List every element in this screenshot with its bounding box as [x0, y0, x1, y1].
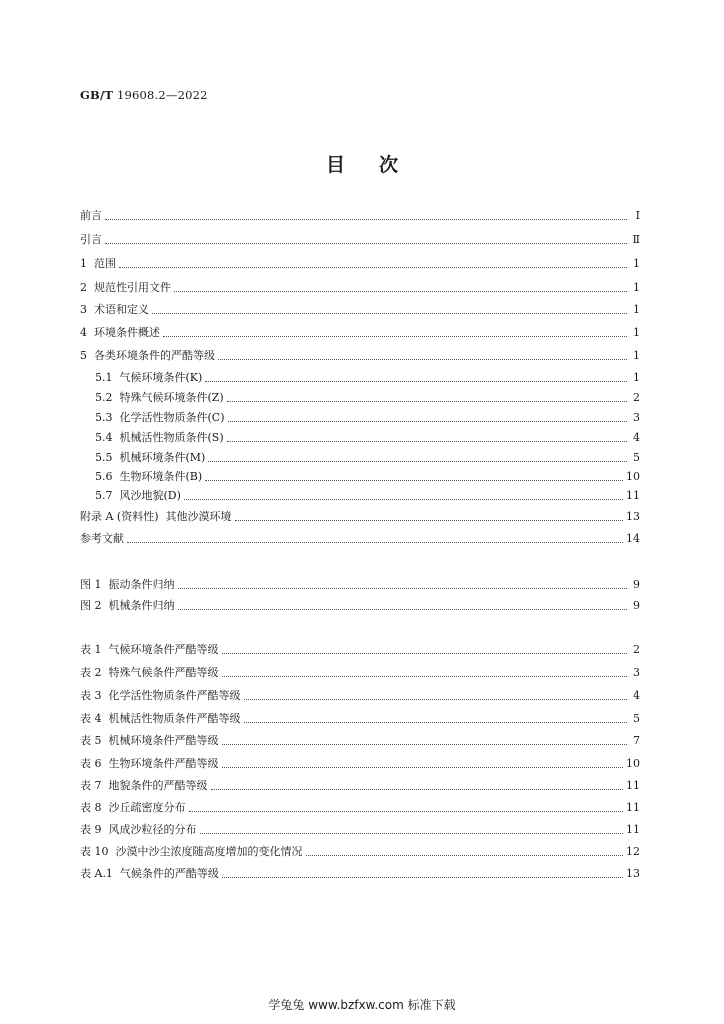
entry-page-number: 10: [626, 470, 640, 483]
entry-label: 表 2 特殊气候条件严酷等级: [80, 666, 219, 679]
entry-page-number: 1: [633, 303, 640, 316]
table-list-entry: [80, 688, 640, 704]
page-title: 目次: [325, 154, 432, 176]
entry-label: 表 6 生物环境条件严酷等级: [80, 757, 219, 770]
entry-page-number: 13: [626, 867, 640, 880]
toc-entry: [80, 256, 640, 272]
entry-label: 5.3 化学活性物质条件(C): [95, 411, 225, 424]
dot-leader: [127, 541, 623, 543]
toc-entry: [95, 430, 640, 446]
toc-entry: [95, 390, 640, 406]
dot-leader: [205, 380, 627, 382]
entry-label: 参考文献: [80, 532, 124, 545]
dot-leader: [152, 312, 627, 314]
entry-page-number: 1: [633, 281, 640, 294]
toc-entry: [95, 450, 640, 466]
entry-page-number: 1: [633, 257, 640, 270]
dot-leader: [119, 266, 627, 268]
entry-page-number: 14: [626, 532, 640, 545]
entry-page-number: 5: [633, 451, 640, 464]
std-code-number: 19608.2—2022: [116, 88, 208, 102]
entry-page-number: 11: [626, 779, 640, 792]
table-list-entry: [80, 733, 640, 749]
entry-label: 表 1 气候环境条件严酷等级: [80, 643, 219, 656]
entry-page-number: 11: [626, 489, 640, 502]
entry-label: 5.7 风沙地貌(D): [95, 489, 181, 502]
dot-leader: [163, 335, 627, 337]
toc-entry: [80, 208, 640, 224]
entry-label: 5.6 生物环境条件(B): [95, 470, 203, 483]
table-list-entry: [80, 866, 640, 882]
entry-page-number: 1: [633, 371, 640, 384]
entry-label: 表 10 沙漠中沙尘浓度随高度增加的变化情况: [80, 845, 303, 858]
entry-label: 5.4 机械活性物质条件(S): [95, 431, 224, 444]
entry-page-number: 9: [633, 599, 640, 612]
entry-label: 表 7 地貌条件的严酷等级: [80, 779, 208, 792]
toc-entry: [95, 469, 640, 485]
dot-leader: [227, 400, 627, 402]
entry-page-number: 7: [633, 734, 640, 747]
toc-entry: [80, 348, 640, 364]
entry-label: 5 各类环境条件的严酷等级: [80, 349, 215, 362]
entry-label: 表 4 机械活性物质条件严酷等级: [80, 712, 241, 725]
entry-page-number: 11: [626, 823, 640, 836]
entry-label: 3 术语和定义: [80, 303, 149, 316]
toc-entry: [80, 232, 640, 248]
footer-watermark: 学兔兔 www.bzfxw.com 标准下载: [268, 998, 456, 1012]
dot-leader: [178, 587, 628, 589]
entry-page-number: 5: [633, 712, 640, 725]
toc-entry: [80, 325, 640, 341]
dot-leader: [222, 766, 624, 768]
figure-list-entry: [80, 577, 640, 593]
entry-label: 图 1 振动条件归纳: [80, 578, 175, 591]
table-list-entry: [80, 665, 640, 681]
dot-leader: [222, 675, 628, 677]
dot-leader: [189, 810, 624, 812]
entry-label: 附录 A (资料性) 其他沙漠环境: [80, 510, 232, 523]
entry-label: 5.2 特殊气候环境条件(Z): [95, 391, 224, 404]
entry-page-number: 4: [633, 431, 640, 444]
table-list-entry: [80, 756, 640, 772]
dot-leader: [208, 460, 627, 462]
entry-label: 表 3 化学活性物质条件严酷等级: [80, 689, 241, 702]
entry-label: 表 8 沙丘疏密度分布: [80, 801, 186, 814]
entry-page-number: 3: [633, 666, 640, 679]
dot-leader: [244, 721, 628, 723]
std-code-prefix: GB/T: [80, 88, 114, 102]
dot-leader: [105, 242, 627, 244]
entry-page-number: 10: [626, 757, 640, 770]
dot-leader: [105, 218, 627, 220]
entry-page-number: 1: [633, 326, 640, 339]
entry-label: 表 9 风成沙粒径的分布: [80, 823, 197, 836]
dot-leader: [205, 479, 623, 481]
dot-leader: [227, 440, 627, 442]
toc-entry: [80, 280, 640, 296]
entry-label: 表 A.1 气候条件的严酷等级: [80, 867, 219, 880]
entry-page-number: 3: [633, 411, 640, 424]
dot-leader: [184, 498, 623, 500]
toc-entry: [80, 531, 640, 547]
entry-label: 1 范围: [80, 257, 116, 270]
dot-leader: [228, 420, 628, 422]
table-list-entry: [80, 822, 640, 838]
entry-label: 表 5 机械环境条件严酷等级: [80, 734, 219, 747]
table-list-entry: [80, 711, 640, 727]
dot-leader: [235, 519, 623, 521]
entry-page-number: 2: [633, 391, 640, 404]
figure-list-entry: [80, 598, 640, 614]
dot-leader: [222, 652, 628, 654]
table-list-entry: [80, 778, 640, 794]
toc-entry: [95, 410, 640, 426]
entry-page-number: 9: [633, 578, 640, 591]
table-list-entry: [80, 844, 640, 860]
dot-leader: [218, 358, 627, 360]
dot-leader: [200, 832, 624, 834]
entry-page-number: 12: [626, 845, 640, 858]
entry-page-number: 4: [633, 689, 640, 702]
entry-label: 5.1 气候环境条件(K): [95, 371, 203, 384]
entry-label: 前言: [80, 209, 102, 222]
entry-page-number: 11: [626, 801, 640, 814]
toc-entry: [80, 302, 640, 318]
entry-page-number: 13: [626, 510, 640, 523]
dot-leader: [222, 876, 623, 878]
entry-page-number: Ⅰ: [635, 209, 640, 222]
dot-leader: [174, 290, 627, 292]
entry-label: 引言: [80, 233, 102, 246]
toc-entry: [80, 509, 640, 525]
entry-page-number: 2: [633, 643, 640, 656]
entry-page-number: 1: [633, 349, 640, 362]
dot-leader: [306, 854, 624, 856]
table-list-entry: [80, 800, 640, 816]
entry-page-number: Ⅱ: [632, 233, 640, 246]
entry-label: 4 环境条件概述: [80, 326, 160, 339]
entry-label: 5.5 机械环境条件(M): [95, 451, 206, 464]
table-list-entry: [80, 642, 640, 658]
toc-entry: [95, 370, 640, 386]
dot-leader: [178, 608, 628, 610]
entry-label: 2 规范性引用文件: [80, 281, 171, 294]
dot-leader: [244, 698, 628, 700]
dot-leader: [222, 743, 628, 745]
toc-entry: [95, 488, 640, 504]
entry-label: 图 2 机械条件归纳: [80, 599, 175, 612]
dot-leader: [211, 788, 624, 790]
